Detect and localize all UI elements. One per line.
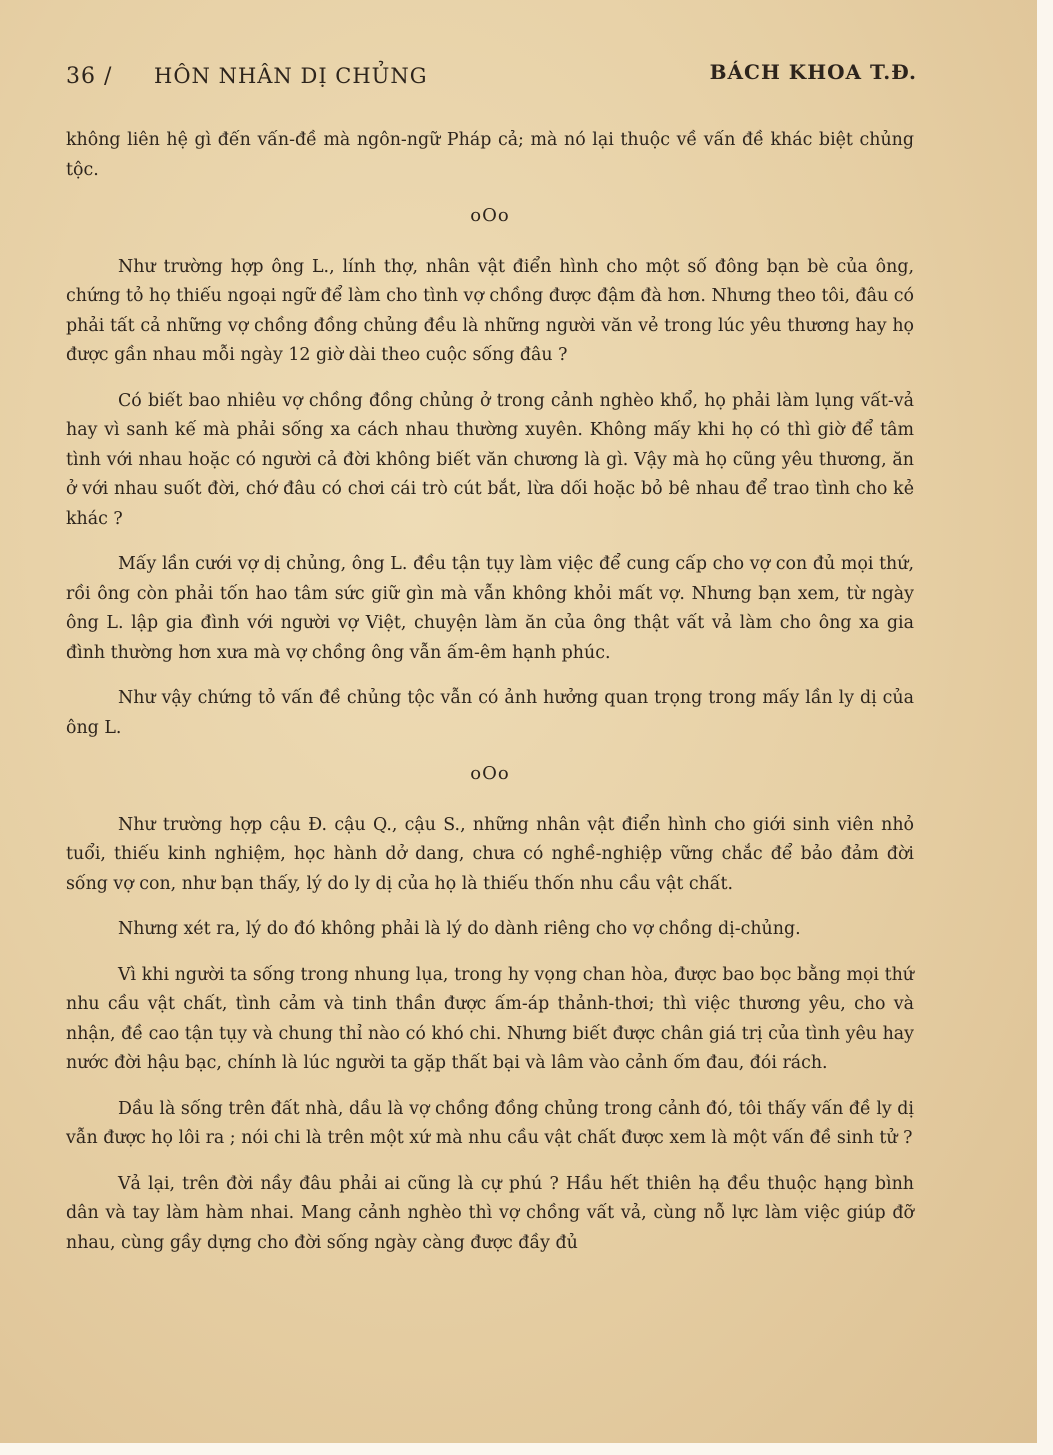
paragraph: không liên hệ gì đến vấn-đề mà ngôn-ngữ Pháp cả; mà nó lại thuộc về vấn đề khác biệt chủng tộc. [66, 130, 914, 180]
article-body [66, 126, 914, 1274]
section-separator: oOo [470, 205, 510, 226]
paragraph: Như trường hợp cậu Đ. cậu Q., cậu S., những nhân vật điển hình cho giới sinh viên nhỏ tuổi, thiếu kinh nghiệm, học hành dở dang, chưa có nghề-nghiệp vững chắc để bảo đảm đời sống vợ con, như bạn thấy, lý do ly dị của họ là thiếu thốn nhu cầu vật chất. [66, 814, 914, 894]
running-header [66, 60, 917, 100]
paragraph: Có biết bao nhiêu vợ chồng đồng chủng ở trong cảnh nghèo khổ, họ phải làm lụng vất-vả hay vì sanh kế mà phải sống xa cách nhau thường xuyên. Không mấy khi họ có thì giờ để tâm tình với nhau hoặc có người cả đời không biết văn chương là gì. Vậy mà họ cũng yêu thương, ăn ở với nhau suốt đời, chớ đâu có chơi cái trò cút bắt, lừa dối hoặc bỏ bê nhau để trao tình cho kẻ khác ? [66, 390, 914, 529]
paragraph: Vì khi người ta sống trong nhung lụa, trong hy vọng chan hòa, được bao bọc bằng mọi thứ nhu cầu vật chất, tình cảm và tinh thần được ấm-áp thảnh-thơi; thì việc thương yêu, cho và nhận, đề cao tận tụy và chung thỉ nào có khó chi. Nhưng biết được chân giá trị của tình yêu hay nước đời hậu bạc, chính là lúc người ta gặp thất bại và lâm vào cảnh ốm đau, đói rách. [66, 964, 914, 1073]
paragraph: Như vậy chứng tỏ vấn đề chủng tộc vẫn có ảnh hưởng quan trọng trong mấy lần ly dị của ông L. [66, 688, 914, 738]
paragraph: Dầu là sống trên đất nhà, dầu là vợ chồng đồng chủng trong cảnh đó, tôi thấy vấn đề ly dị vẫn được họ lôi ra ; nói chi là trên một xứ mà nhu cầu vật chất được xem là một vấn đề sinh tử ? [66, 1098, 914, 1148]
journal-name: BÁCH KHOA T.Đ. [709, 60, 917, 84]
paragraph: Như trường hợp ông L., lính thợ, nhân vật điển hình cho một số đông bạn bè của ông, chứng tỏ họ thiếu ngoại ngữ để làm cho tình vợ chồng được đậm đà hơn. Nhưng theo tôi, đâu có phải tất cả những vợ chồng đồng chủng đều là những người văn vẻ trong lúc yêu thương hay họ được gần nhau mỗi ngày 12 giờ dài theo cuộc sống đâu ? [66, 256, 914, 365]
running-title: HÔN NHÂN DỊ CHỦNG [154, 64, 428, 88]
paragraph: Mấy lần cưới vợ dị chủng, ông L. đều tận tụy làm việc để cung cấp cho vợ con đủ mọi thứ, rồi ông còn phải tốn hao tâm sức giữ gìn mà vẫn không khỏi mất vợ. Nhưng bạn xem, từ ngày ông L. lập gia đình với người vợ Việt, chuyện làm ăn của ông thật vất vả làm cho ông xa gia đình thường hơn xưa mà vợ chồng ông vẫn ấm-êm hạnh phúc. [66, 554, 914, 663]
paragraph: Nhưng xét ra, lý do đó không phải là lý do dành riêng cho vợ chồng dị-chủng. [118, 919, 801, 939]
page-number: 36 / [66, 64, 113, 89]
paragraph: Vả lại, trên đời nầy đâu phải ai cũng là cự phú ? Hầu hết thiên hạ đều thuộc hạng bình dân và tay làm hàm nhai. Mang cảnh nghèo thì vợ chồng vất vả, cùng nỗ lực làm việc giúp đỡ nhau, cùng gầy dựng cho đời sống ngày càng được đầy đủ [66, 1173, 914, 1253]
section-separator: oOo [470, 763, 510, 784]
